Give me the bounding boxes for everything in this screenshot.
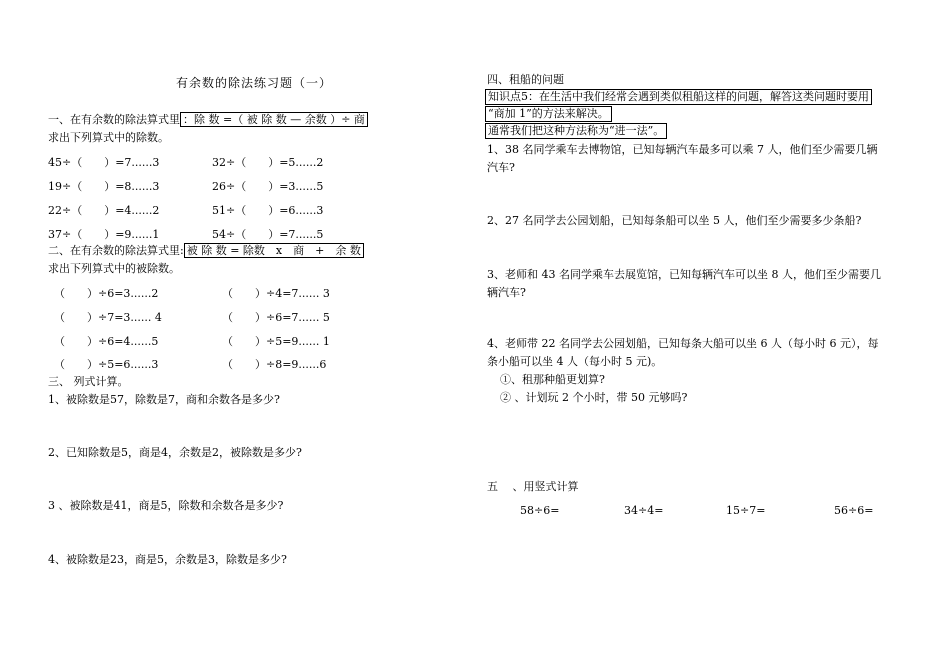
s1-item: 26÷（ ）=3......5 [212,180,324,193]
section1-intro-text: 一、在有余数的除法算式里 [48,113,180,126]
s1-item: 51÷（ ）=6......3 [212,204,324,217]
s1-item: 45÷（ ）=7......3 [48,156,160,169]
s2-item: （ ）÷6=4......5 [54,335,159,348]
section4-heading: 四、租船的问题 [487,73,564,86]
knowledge-point-line1: 知识点5：在生活中我们经常会遇到类似租船这样的问题，解答这类问题时要用 [485,89,872,105]
section2-intro [48,244,364,258]
s4-question: 4、老师带 22 名同学去公园划船，已知每条大船可以坐 6 人（每小时 6 元），每 [487,337,879,350]
section5-heading: 五 、用竖式计算 [487,480,579,493]
s4-subquestion: ①、租那种船更划算? [500,373,605,386]
s3-question: 4、被除数是23，商是5，余数是3，除数是多少? [48,553,287,566]
s3-question: 1、被除数是57，除数是7，商和余数各是多少? [48,393,280,406]
worksheet-title: 有余数的除法练习题（一） [176,76,333,90]
s3-question: 2、已知除数是5，商是4，余数是2，被除数是多少? [48,446,302,459]
s1-item: 32÷（ ）=5......2 [212,156,324,169]
s4-question-cont: 汽车? [487,161,515,174]
section3-heading: 三、 列式计算。 [48,375,129,388]
s2-item: （ ）÷8=9......6 [222,358,327,371]
s5-item: 34÷4= [624,504,664,517]
s5-item: 58÷6= [520,504,560,517]
s1-item: 19÷（ ）=8......3 [48,180,160,193]
knowledge-point-line3: 通常我们把这种方法称为“进一法”。 [485,123,667,139]
s2-item: （ ）÷6=3......2 [54,287,159,300]
s4-question: 2、27 名同学去公园划船，已知每条船可以坐 5 人，他们至少需要多少条船? [487,214,862,227]
section1-formula-box: ：除 数 =（ 被 除 数 — 余数 ）÷ 商 [180,112,368,127]
s5-item: 56÷6= [834,504,874,517]
s2-item: （ ）÷5=9...... 1 [222,335,330,348]
s2-item: （ ）÷6=7...... 5 [222,311,330,324]
s2-item: （ ）÷7=3...... 4 [54,311,162,324]
s1-item: 37÷（ ）=9......1 [48,228,160,241]
s3-question: 3 、被除数是41，商是5，除数和余数各是多少? [48,499,284,512]
s1-item: 22÷（ ）=4......2 [48,204,160,217]
section2-instruction: 求出下列算式中的被除数。 [48,262,180,275]
s1-item: 54÷（ ）=7......5 [212,228,324,241]
s5-item: 15÷7= [726,504,766,517]
s4-question: 3、老师和 43 名同学乘车去展览馆，已知每辆汽车可以坐 8 人，他们至少需要几 [487,268,881,281]
s4-question-cont: 条小船可以坐 4 人（每小时 5 元)。 [487,355,663,368]
section1-intro [48,113,368,127]
section2-formula-box: 被 除 数 = 除数 x 商 + 余 数 [184,243,364,258]
knowledge-point-line2: “商加 1”的方法来解决。 [485,106,612,122]
section1-instruction: 求出下列算式中的除数。 [48,131,169,144]
s4-question: 1、38 名同学乘车去博物馆，已知每辆汽车最多可以乘 7 人，他们至少需要几辆 [487,143,878,156]
s4-question-cont: 辆汽车? [487,286,526,299]
s2-item: （ ）÷4=7...... 3 [222,287,330,300]
section2-intro-text: 二、在有余数的除法算式里: [48,244,184,257]
s4-subquestion: ② 、计划玩 2 个小时，带 50 元够吗? [500,391,688,404]
s2-item: （ ）÷5=6......3 [54,358,159,371]
